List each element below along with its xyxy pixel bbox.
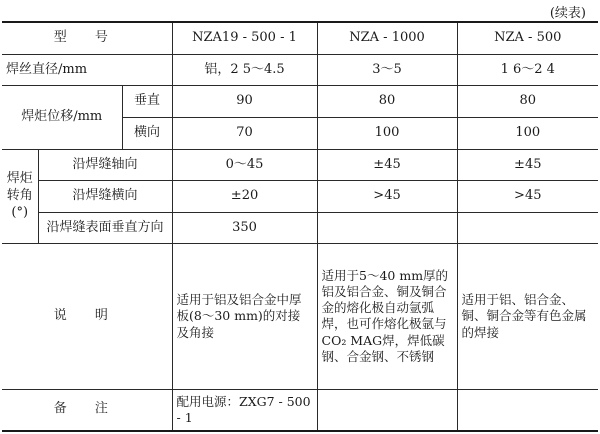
wire-diameter-label: 焊丝直径/mm xyxy=(2,54,172,85)
table-cell xyxy=(457,212,598,243)
table-cell: 1 6～2 4 xyxy=(457,54,598,85)
vertical-label: 垂直 xyxy=(122,86,172,117)
table-cell: 0～45 xyxy=(172,150,317,181)
welding-machine-spec-table xyxy=(2,21,598,432)
table-cell: 铝，2 5～4.5 xyxy=(172,54,317,85)
table-cell: ±45 xyxy=(317,150,457,181)
table-row xyxy=(2,389,598,431)
table-row xyxy=(2,86,598,117)
table-row xyxy=(2,181,598,212)
table-cell: 80 xyxy=(317,86,457,117)
table-cell: 80 xyxy=(457,86,598,117)
table-cell: 适用于5～40 mm厚的铝及铝合金、铜及铜合金的熔化极自动氩弧焊，也可作熔化极氩与CO₂ MAG焊，焊低碳钢、合金钢、不锈钢 xyxy=(317,244,457,389)
table-cell xyxy=(317,389,457,431)
table-cell: 配用电源：ZXG7 - 500 - 1 xyxy=(172,389,317,431)
continued-label: (续表) xyxy=(549,6,586,21)
transverse-label: 沿焊缝横向 xyxy=(38,181,172,212)
table-cell: >45 xyxy=(317,181,457,212)
table-cell: 适用于铝、铝合金、铜、铜合金等有色金属的焊接 xyxy=(457,244,598,389)
model-nza19: NZA19 - 500 - 1 xyxy=(172,22,317,54)
model-label: 型 号 xyxy=(2,22,172,54)
table-row xyxy=(2,54,598,85)
table-cell xyxy=(457,389,598,431)
table-cell: ±45 xyxy=(457,150,598,181)
table-row xyxy=(2,150,598,181)
table-cell: 100 xyxy=(317,117,457,149)
remarks-label: 备 注 xyxy=(2,389,172,431)
table-cell: 90 xyxy=(172,86,317,117)
model-nza1000: NZA - 1000 xyxy=(317,22,457,54)
axial-label: 沿焊缝轴向 xyxy=(38,150,172,181)
table-row xyxy=(2,244,598,389)
table-cell: 适用于铝及铝合金中厚板(8～30 mm)的对接及角接 xyxy=(172,244,317,389)
torch-displacement-label: 焊炬位移/mm xyxy=(2,86,122,150)
table-cell: 3～5 xyxy=(317,54,457,85)
torch-rotation-label: 焊炬转角(°) xyxy=(2,150,38,244)
table-header-row xyxy=(2,22,598,54)
description-label: 说 明 xyxy=(2,244,172,389)
table-cell xyxy=(317,212,457,243)
surface-normal-label: 沿焊缝表面垂直方向 xyxy=(38,212,172,243)
table-cell: >45 xyxy=(457,181,598,212)
horizontal-label: 横向 xyxy=(122,117,172,149)
table-cell: 70 xyxy=(172,117,317,149)
model-nza500: NZA - 500 xyxy=(457,22,598,54)
table-row xyxy=(2,212,598,243)
table-cell: 350 xyxy=(172,212,317,243)
table-cell: ±20 xyxy=(172,181,317,212)
table-cell: 100 xyxy=(457,117,598,149)
